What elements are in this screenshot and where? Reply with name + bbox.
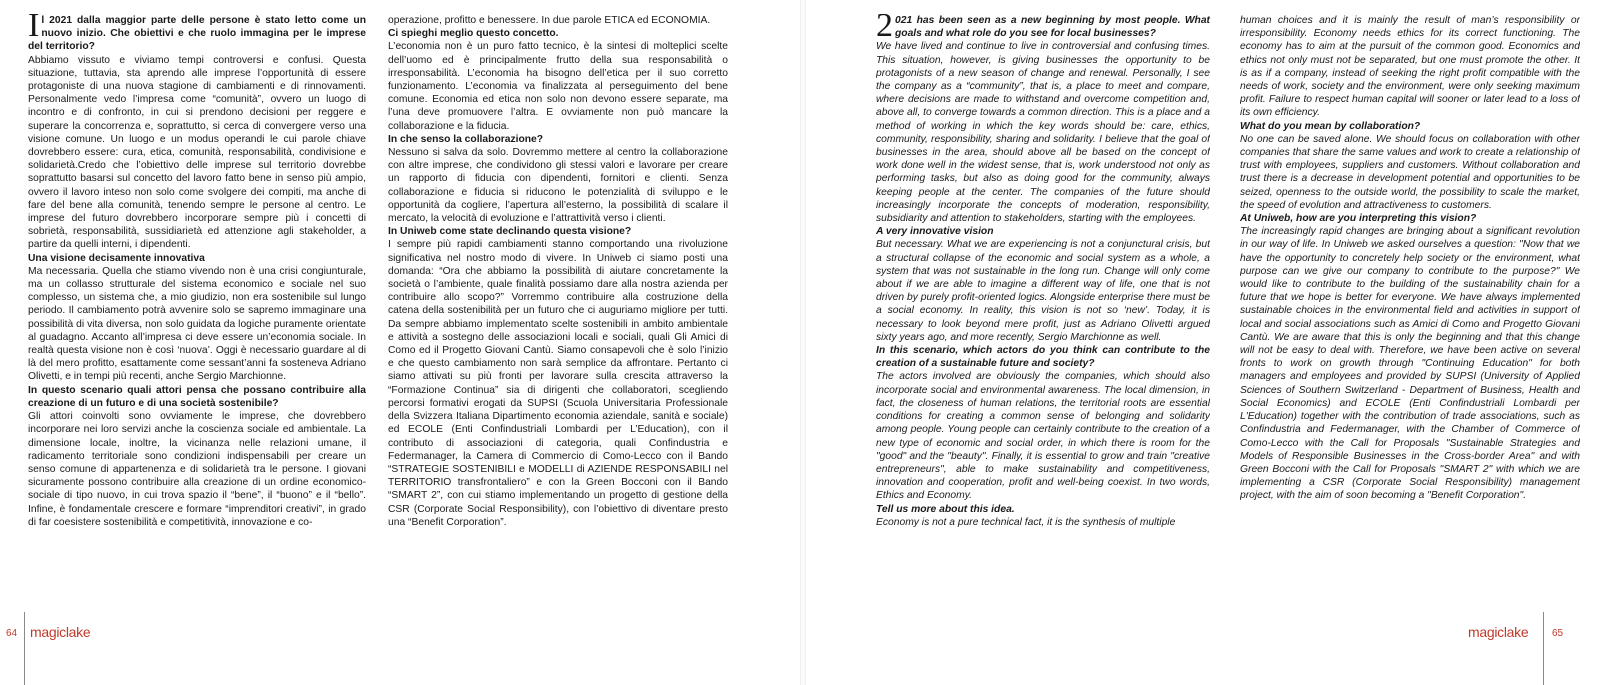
question-text: In questo scenario quali attori pensa che possano contribuire alla creazione di un futuro e di una società sostenibile? — [28, 384, 366, 409]
paragraph-text: Nessuno si salva da solo. Dovremmo mettere al centro la collaborazione con altre imprese, che condividono gli stessi valori e lavorare per creare un rapporto di fiducia con dipendenti, fornitori e clienti. Senza collaborazione e fiducia si riducono le potenzialità di sviluppo e le opportunità da cogliere, l’apertura all’esterno, la possibilità di scalare il mercato, la velocità di evoluzione e l’attrattività verso i clienti. — [388, 147, 728, 225]
question-text: l 2021 dalla maggior parte delle persone è stato letto come un nuovo inizio. Che obiettivi e che ruolo immagina per le imprese del territorio? — [28, 15, 366, 53]
paragraph — [876, 40, 1210, 225]
page-number: 65 — [1552, 628, 1564, 639]
paragraph-text: No one can be saved alone. We should focus on collaboration with other companies that share the same values and work to create a relationship of trust with employees, suppliers and customers. Without collaboration and trust there is a decrease in development potential and opportunities to be seized, openness to the outside world, the possibility to scale the market, the speed of evolution and attractiveness to customers. — [1240, 133, 1580, 211]
paragraph-text: Gli attori coinvolti sono ovviamente le imprese, che dovrebbero incorporare nei loro servizi anche la coscienza sociale ed ambientale. La dimensione locale, inoltre, la vicinanza nelle relazioni umane, il radicamento territoriale sono condizioni indispensabili per creare un senso comune di appartenenza e di solidarietà tra le persone. I giovani sicuramente possono contribuire alla creazione di un ordine economico-sociale di tipo nuovo, in cui trova spazio il “bene”, il “buono” e il “bello”. Infine, è fondamentale crescere e formare “imprenditori creativi”, in grado di far coesistere sostenibilità e competitività, innovazione e co- — [28, 411, 366, 528]
question-text: Una visione decisamente innovativa — [28, 252, 205, 264]
question-heading — [388, 133, 728, 146]
question-heading — [388, 225, 728, 238]
paragraph — [388, 238, 728, 528]
question-text: 021 has been seen as a new beginning by most people. What goals and what role do you see for local businesses? — [895, 15, 1210, 40]
paragraph — [876, 516, 1210, 529]
drop-cap: I — [28, 14, 40, 44]
question-text: In che senso la collaborazione? — [388, 133, 544, 145]
right-footer — [1406, 622, 1606, 652]
paragraph-text: We have lived and continue to live in controversial and confusing times. This situation, however, is giving businesses the opportunity to be protagonists of a new season of change and renewal. Personally, I see the company as a “community”, that is, a place to meet and compare, where decisions are made to withstand and overcome competition and, above all, to converge towards a common direction. This is a place and a method of working in which the key words should be: care, ethics, community, responsibility, sharing and solidarity. I believe that the goal of businesses in the area, should above all be based on the concept of work done well in the widest sense, that is, work understood not only as performing tasks, but also as doing good for the community, always keeping people at the center. The companies of the future should increasingly incorporate the concepts of moderation, responsibility, subsidiarity and attention to stakeholders, starting with the employees. — [876, 41, 1210, 225]
left-footer — [0, 622, 200, 652]
paragraph-text: human choices and it is mainly the result of man’s responsibility or irresponsibility. Economy needs ethics for its correct functioning. The economy has to aim at the pursuit of the common good. Economics and ethics not only must not be separated, but one must promote the other. It is as if a company, instead of seeking the right profit compatible with the needs of work, society and the environment, were only seeking maximum profit. Failure to respect human capital will sooner or later lead to a loss of its own efficiency. — [1240, 15, 1580, 119]
page-number: 64 — [6, 628, 18, 639]
question-heading — [28, 14, 366, 54]
paragraph — [1240, 14, 1580, 120]
question-text: In this scenario, which actors do you think can contribute to the creation of a sustainable future and society? — [876, 345, 1210, 370]
question-heading — [1240, 120, 1580, 133]
question-heading — [876, 503, 1210, 516]
question-heading — [876, 14, 1210, 44]
paragraph-text: The actors involved are obviously the companies, which should also incorporate social and environmental awareness. The local dimension, in fact, the closeness of human relations, the territorial roots are essential conditions for creating a common sense of belonging and solidarity among people. Young people can certainly contribute to the creation of a new type of economic and social order, in which there is room for the "good" and the "beauty". Finally, it is essential to grow and train "creative entrepreneurs", able to make sustainability and competitiveness, innovation and cooperation, profit and well-being coexist. In two words, Ethics and Economy. — [876, 371, 1210, 502]
question-text: In Uniweb come state declinando questa visione? — [388, 226, 632, 238]
paragraph-text: operazione, profitto e benessere. In due parole ETICA ed ECONOMIA. — [388, 15, 711, 26]
right-page-column-1 — [876, 14, 1210, 584]
question-heading — [1240, 212, 1580, 225]
paragraph — [28, 265, 366, 384]
paragraph — [28, 410, 366, 529]
magiclake-logo: magiclake — [1468, 624, 1529, 640]
paragraph — [388, 14, 728, 27]
paragraph-text: Economy is not a pure technical fact, it is the synthesis of multiple — [876, 516, 1176, 528]
question-text: What do you mean by collaboration? — [1240, 120, 1421, 132]
question-heading — [388, 27, 728, 40]
paragraph-text: The increasingly rapid changes are bringing about a significant revolution in our way of life. In Uniweb we asked ourselves a question: "Now that we have the opportunity to concretely help society or the environment, what purpose can we give our company to contribute to the purpose?" We would like to contribute to the building of the sustainability chain for a future that we hope is better for everyone. We have always implemented sustainable choices in the environmental field and activities in support of local and social associations such as Amici di Como and Progetto Giovani Cantù. We are aware that this is only the beginning and that this change will not be easy to deal with. Therefore, we have been active on several fronts to work on growth through "Continuing Education" for both managers and employees and provided by SUPSI (University of Applied Sciences of Southern Switzerland - Department of Business, Health and Social Economics) and ECOLE (Enti Confindustriali Lombardi per L'Education) together with the contribution of trade associations, such as Confindustria and Federmanager, with the Chamber of Commerce of Como-Lecco with the Call for Proposals "Sustainable Strategies and Models of Responsible Businesses in the Cross-border Area" and with Green Bocconi with the Call for Proposals "SMART 2" with which we are implementing a CSR (Corporate Social Responsibility) management project, with the aim of soon becoming a "Benefit Corporation". — [1240, 226, 1580, 502]
question-text: Ci spieghi meglio questo concetto. — [388, 28, 559, 40]
right-page-column-2 — [1240, 14, 1580, 584]
paragraph — [388, 146, 728, 225]
drop-cap: 2 — [876, 14, 893, 44]
paragraph — [876, 238, 1210, 344]
question-text: At Uniweb, how are you interpreting this vision? — [1240, 213, 1477, 225]
paragraph — [1240, 225, 1580, 502]
question-text: A very innovative vision — [876, 226, 994, 238]
paragraph-text: But necessary. What we are experiencing is not a conjunctural crisis, but a structural collapse of the economic and social system as a whole, a system that was not sustainable in the long run. Change will only come about if we are able to imagine a different way of life, one that is not driven by purely profit-oriented logics. Alongside enterprise there must be a social economy. In reality, this vision is not so ‘new’. Today, it is necessary to look beyond mere profit, just as Adriano Olivetti argued sixty years ago, and more recently, Sergio Marchionne as well. — [876, 239, 1210, 343]
magiclake-logo: magiclake — [30, 624, 91, 640]
question-heading — [28, 252, 366, 265]
right-page — [806, 0, 1606, 685]
paragraph-text: Ma necessaria. Quella che stiamo vivendo non è una crisi congiunturale, ma un collasso strutturale del sistema economico e sociale nel suo complesso, un sistema che, a mio giudizio, non era sostenibile sul lungo periodo. Il cambiamento potrà avvenire solo se sapremo immaginare una possibilità di vita diversa, non solo guidata da logiche puramente orientate al guadagno. Accanto all’impresa ci deve essere un’economia sociale. In realtà questa visione non è così ‘nuova’. Oggi è necessario guardare al di là del mero profitto, esattamente come sessant’anni fa sosteneva Adriano Olivetti, e in tempi più recenti, anche Sergio Marchionne. — [28, 265, 366, 383]
question-heading — [28, 384, 366, 410]
question-heading — [876, 344, 1210, 370]
paragraph-text: I sempre più rapidi cambiamenti stanno comportando una rivoluzione significativa nel nostro modo di vivere. In Uniweb ci siamo posti una domanda: “Ora che abbiamo la possibilità di aiutare concretamente la società o l’ambiente, quale finalità possiamo dare alla nostra azienda per contribuire allo scopo?” Vorremmo contribuire alla costruzione della catena della sostenibilità per un futuro che ci auguriamo migliore per tutti. Da sempre abbiamo implementato scelte sostenibili in ambito ambientale e attività a sostegno delle associazioni locali e sociali, quali Gli Amici di Como ed il Progetto Giovani Cantù. Siamo consapevoli che è solo l’inizio e che questo cambiamento non sarà semplice da affrontare. Pertanto ci siamo attivati su più fronti per lavorare sulla crescita attraverso la “Formazione Continua” sia di dirigenti che collaboratori, scegliendo percorsi formativi erogati da SUPSI (Scuola Universitaria Professionale della Svizzera Italiana Dipartimento economia aziendale, sanità e sociale) ed ECOLE (Enti Confindustriali Lombardi per L’Education), con il contributo di associazioni di categoria, quali Confindustria e Federmanager, la Camera di Commercio di Como-Lecco con il Bando “STRATEGIE SOSTENIBILI e MODELLI di AZIENDE RESPONSABILI nel TERRITORIO transfrontaliero” e con la Green Bocconi con il Bando “SMART 2”, con cui stiamo implementando un progetto di gestione della CSR (Corporate Social Responsibility), con l’obiettivo di diventare presto una “Benefit Corporation”. — [388, 239, 728, 528]
paragraph — [388, 40, 728, 132]
paragraph — [28, 54, 366, 252]
left-page — [0, 0, 800, 685]
paragraph-text: Abbiamo vissuto e viviamo tempi controversi e confusi. Questa situazione, tuttavia, sta aprendo alle imprese l’opportunità di essere protagoniste di una nuova stagione di cambiamenti e di rinnovamenti. Personalmente vedo l’impresa come “comunità”, ovvero un luogo di incontro e di confronto, in cui si prendono decisioni per reggere e superare la concorrenza e, soprattutto, si cerca di convergere verso una visione comune. Un luogo e un modus operandi le cui parole chiave dovrebbero essere: cura, etica, comunità, responsabilità, condivisione e solidarietà.Credo che l’obiettivo delle imprese sul territorio dovrebbe soprattutto basarsi sul concetto del lavoro fatto bene in senso più ampio, ovvero il lavoro inteso non solo come svolgere dei compiti, ma anche di fare del bene alla comunità, tenendo sempre le persone al centro. Le imprese del futuro dovrebbero incorporare sempre più i concetti di sobrietà, responsabilità, sussidiarietà ed attenzione agli stakeholder, a partire da quelli interni, i dipendenti. — [28, 54, 366, 251]
paragraph-text: L’economia non è un puro fatto tecnico, è la sintesi di molteplici scelte dell’uomo ed è principalmente frutto della sua responsabilità o irresponsabilità. L’economia ha bisogno dell’etica per il suo corretto funzionamento. L’economia va finalizzata al perseguimento del bene comune. Economia ed etica non solo non devono essere separate, ma l’una deve promuovere l’altra. E ovviamente non può mancare la collaborazione e la fiducia. — [388, 41, 728, 132]
paragraph — [876, 370, 1210, 502]
left-page-column-1 — [28, 14, 366, 584]
question-heading — [876, 225, 1210, 238]
question-text: Tell us more about this idea. — [876, 503, 1015, 515]
paragraph — [1240, 133, 1580, 212]
left-page-column-2 — [388, 14, 728, 584]
